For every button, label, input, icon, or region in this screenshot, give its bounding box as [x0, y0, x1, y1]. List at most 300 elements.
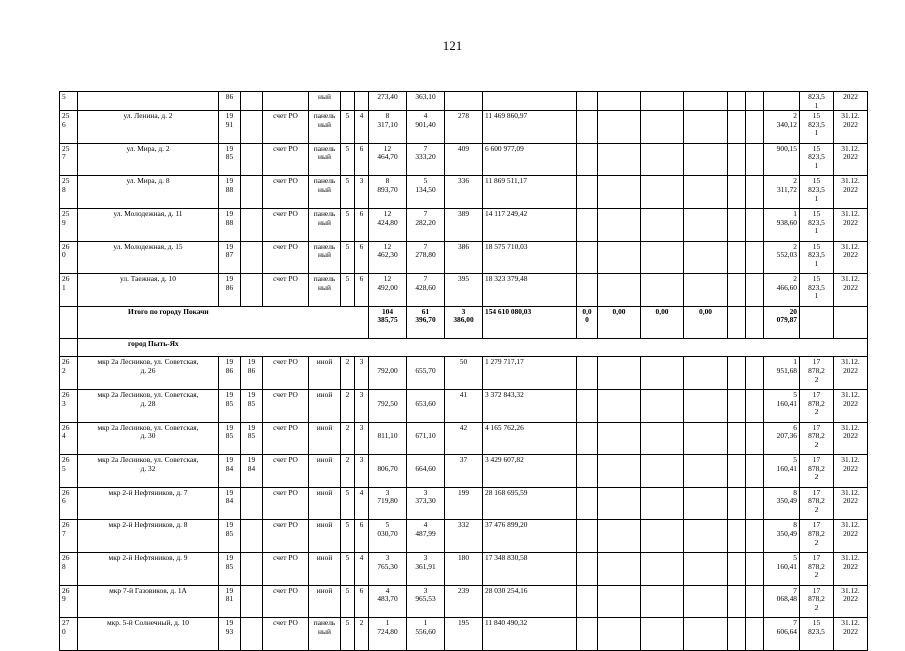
cell-cost_4: [684, 92, 728, 111]
cell-cost_2: [598, 274, 641, 307]
table-row: [60, 92, 868, 111]
cell-cost_6: [746, 552, 764, 585]
cell-entrances: 3: [355, 176, 369, 209]
cell-limit_cost: 15 823,5 1: [800, 111, 834, 144]
table-row: [60, 552, 868, 585]
cell-wall_material: иной: [309, 520, 341, 553]
cell-wall_material: панель ный: [309, 241, 341, 274]
cell-cost_3: [641, 422, 684, 455]
cell-cost_1: [577, 585, 598, 618]
total-cell-unit_cost: 20 079,87: [764, 306, 800, 339]
cell-cost_6: [746, 585, 764, 618]
cell-deadline: 31.12. 2022: [834, 176, 868, 209]
cell-entrances: [355, 92, 369, 111]
cell-living_area: 3 373,30: [407, 487, 445, 520]
cell-cost_6: [746, 357, 764, 390]
table-row: [60, 241, 868, 274]
cell-cost_4: [684, 143, 728, 176]
cell-cost_1: [577, 357, 598, 390]
cell-estimated_cost: 4 165 762,26: [483, 422, 577, 455]
cell-cost_4: [684, 455, 728, 488]
cell-num: 25 8: [60, 176, 78, 209]
cell-year_built: 19 86: [219, 274, 241, 307]
cell-limit_cost: 15 823,5 1: [800, 143, 834, 176]
cell-deadline: 31.12. 2022: [834, 357, 868, 390]
cell-floors: 5: [341, 274, 355, 307]
cell-entrances: 6: [355, 143, 369, 176]
cell-fund_type: [263, 92, 309, 111]
cell-entrances: 6: [355, 274, 369, 307]
cell-address: ул. Мира, д. 2: [78, 143, 219, 176]
cell-year_built: 19 91: [219, 111, 241, 144]
cell-limit_cost: 17 878,2 2: [800, 422, 834, 455]
cell-wall_material: иной: [309, 357, 341, 390]
cell-cost_2: [598, 389, 641, 422]
table-row: [60, 389, 868, 422]
cell-fund_type: счет РО: [263, 389, 309, 422]
cell-year_commissioned: [241, 274, 263, 307]
table-row: [60, 422, 868, 455]
cell-wall_material: иной: [309, 422, 341, 455]
cell-cost_3: [641, 520, 684, 553]
cell-estimated_cost: 28 168 695,59: [483, 487, 577, 520]
cell-year_commissioned: [241, 176, 263, 209]
cell-address: ул. Ленина, д. 2: [78, 111, 219, 144]
cell-estimated_cost: 18 323 379,48: [483, 274, 577, 307]
cell-floors: 5: [341, 143, 355, 176]
cell-cost_4: [684, 111, 728, 144]
cell-num: 26 3: [60, 389, 78, 422]
cell-cost_6: [746, 389, 764, 422]
cell-num: 5: [60, 92, 78, 111]
cell-entrances: 6: [355, 208, 369, 241]
cell-num: 26 7: [60, 520, 78, 553]
cell-estimated_cost: 6 600 977,09: [483, 143, 577, 176]
cell-residents: 332: [445, 520, 483, 553]
cell-cost_2: [598, 618, 641, 651]
cell-num: 26 8: [60, 552, 78, 585]
table-row: [60, 306, 868, 339]
cell-limit_cost: 15 823,5 1: [800, 176, 834, 209]
cell-cost_1: [577, 176, 598, 209]
cell-year_built: 19 81: [219, 585, 241, 618]
cell-estimated_cost: 37 476 899,20: [483, 520, 577, 553]
cell-residents: 41: [445, 389, 483, 422]
cell-cost_1: [577, 618, 598, 651]
cell-living_area: 4 487,99: [407, 520, 445, 553]
cell-unit_cost: 6 207,36: [764, 422, 800, 455]
cell-entrances: 3: [355, 389, 369, 422]
cell-year_commissioned: [241, 487, 263, 520]
cell-residents: 278: [445, 111, 483, 144]
cell-total_area: 4 483,70: [369, 585, 407, 618]
cell-address: ул. Молодежная, д. 11: [78, 208, 219, 241]
cell-limit_cost: 17 878,2 2: [800, 552, 834, 585]
total-cell-limit_cost: [800, 306, 834, 339]
total-cell-estimated_cost: 154 610 080,03: [483, 306, 577, 339]
cell-total_area: 806,70: [369, 455, 407, 488]
cell-deadline: 31.12. 2022: [834, 585, 868, 618]
cell-entrances: 4: [355, 487, 369, 520]
cell-living_area: 3 361,91: [407, 552, 445, 585]
cell-deadline: 2022: [834, 92, 868, 111]
cell-cost_4: [684, 520, 728, 553]
cell-fund_type: счет РО: [263, 585, 309, 618]
cell-cost_2: [598, 455, 641, 488]
cell-cost_6: [746, 92, 764, 111]
cell-living_area: 671,10: [407, 422, 445, 455]
cell-cost_1: [577, 487, 598, 520]
cell-estimated_cost: 1 279 717,17: [483, 357, 577, 390]
cell-year_commissioned: [241, 552, 263, 585]
cell-year_built: 19 85: [219, 389, 241, 422]
cell-cost_3: [641, 389, 684, 422]
cell-cost_1: [577, 389, 598, 422]
cell-living_area: 655,70: [407, 357, 445, 390]
cell-cost_6: [746, 487, 764, 520]
cell-residents: 389: [445, 208, 483, 241]
cell-cost_4: [684, 487, 728, 520]
cell-unit_cost: 7 068,48: [764, 585, 800, 618]
cell-limit_cost: 823,5 1: [800, 92, 834, 111]
cell-cost_5: [728, 389, 746, 422]
cell-fund_type: счет РО: [263, 520, 309, 553]
cell-wall_material: ный: [309, 92, 341, 111]
cell-cost_2: [598, 111, 641, 144]
cell-year_commissioned: 19 84: [241, 455, 263, 488]
cell-estimated_cost: 18 575 710,03: [483, 241, 577, 274]
cell-fund_type: счет РО: [263, 357, 309, 390]
cell-wall_material: панель ный: [309, 208, 341, 241]
cell-cost_3: [641, 111, 684, 144]
cell-year_built: 19 88: [219, 208, 241, 241]
total-cell-cost_6: [746, 306, 764, 339]
cell-num: 26 6: [60, 487, 78, 520]
cell-living_area: 4 901,40: [407, 111, 445, 144]
cell-living_area: 3 965,53: [407, 585, 445, 618]
cell-deadline: 31.12. 2022: [834, 552, 868, 585]
cell-total_area: 1 724,80: [369, 618, 407, 651]
cell-cost_4: [684, 618, 728, 651]
cell-cost_4: [684, 422, 728, 455]
cell-residents: 395: [445, 274, 483, 307]
cell-wall_material: иной: [309, 389, 341, 422]
cell-deadline: 31.12. 2022: [834, 208, 868, 241]
cell-limit_cost: 15 823,5 1: [800, 274, 834, 307]
table-row: [60, 520, 868, 553]
table-row: [60, 208, 868, 241]
cell-num: 26 5: [60, 455, 78, 488]
cell-year_commissioned: 19 85: [241, 389, 263, 422]
total-cell-cost_2: 0,00: [598, 306, 641, 339]
cell-total_area: 12 424,80: [369, 208, 407, 241]
cell-cost_2: [598, 176, 641, 209]
cell-cost_5: [728, 274, 746, 307]
cell-cost_3: [641, 208, 684, 241]
cell-deadline: 31.12. 2022: [834, 487, 868, 520]
cell-living_area: 7 333,20: [407, 143, 445, 176]
cell-fund_type: счет РО: [263, 455, 309, 488]
cell-total_area: 12 464,70: [369, 143, 407, 176]
cell-floors: 5: [341, 208, 355, 241]
cell-cost_3: [641, 176, 684, 209]
cell-wall_material: панель ный: [309, 111, 341, 144]
cell-cost_2: [598, 422, 641, 455]
cell-wall_material: панель ный: [309, 143, 341, 176]
page-number: 121: [442, 38, 463, 53]
cell-residents: [445, 92, 483, 111]
cell-residents: 409: [445, 143, 483, 176]
cell-year_built: 19 88: [219, 176, 241, 209]
cell-num: 27 0: [60, 618, 78, 651]
total-cell-cost_1: 0,0 0: [577, 306, 598, 339]
cell-num: 26 0: [60, 241, 78, 274]
cell-floors: [341, 92, 355, 111]
cell-floors: 5: [341, 241, 355, 274]
cell-cost_2: [598, 208, 641, 241]
cell-wall_material: иной: [309, 552, 341, 585]
cell-cost_4: [684, 241, 728, 274]
cell-cost_6: [746, 422, 764, 455]
cell-limit_cost: 17 878,2 2: [800, 520, 834, 553]
cell-cost_6: [746, 455, 764, 488]
cell-year_built: 19 87: [219, 241, 241, 274]
cell-cost_6: [746, 143, 764, 176]
cell-year_commissioned: [241, 241, 263, 274]
cell-cost_1: [577, 274, 598, 307]
cell-cost_1: [577, 111, 598, 144]
section-heading: город Пыть-Ях: [78, 339, 868, 357]
cell-residents: 336: [445, 176, 483, 209]
cell-address: мкр 2а Лесников, ул. Советская, д. 26: [78, 357, 219, 390]
cell-total_area: 273,40: [369, 92, 407, 111]
cell-entrances: 6: [355, 585, 369, 618]
cell-limit_cost: 15 823,5: [800, 618, 834, 651]
cell-cost_3: [641, 618, 684, 651]
cell-unit_cost: 2 340,12: [764, 111, 800, 144]
cell-wall_material: панель ный: [309, 274, 341, 307]
table-row: [60, 111, 868, 144]
cell-cost_3: [641, 455, 684, 488]
cell-entrances: 4: [355, 552, 369, 585]
cell-deadline: 31.12. 2022: [834, 241, 868, 274]
cell-address: мкр 2а Лесников, ул. Советская, д. 30: [78, 422, 219, 455]
cell-fund_type: счет РО: [263, 111, 309, 144]
cell-floors: 2: [341, 422, 355, 455]
cell-floors: 2: [341, 455, 355, 488]
cell-num: 26 4: [60, 422, 78, 455]
cell-num: 25 6: [60, 111, 78, 144]
cell-limit_cost: 15 823,5 1: [800, 241, 834, 274]
cell-deadline: 31.12. 2022: [834, 143, 868, 176]
cell-cost_1: [577, 208, 598, 241]
cell-entrances: 6: [355, 241, 369, 274]
total-cell-cost_4: 0,00: [684, 306, 728, 339]
total-label: Итого по городу Покачи: [78, 306, 369, 339]
cell-deadline: 31.12. 2022: [834, 520, 868, 553]
cell-limit_cost: 17 878,2 2: [800, 455, 834, 488]
cell-cost_3: [641, 585, 684, 618]
cell-cost_4: [684, 585, 728, 618]
cell-cost_4: [684, 176, 728, 209]
cell-residents: 37: [445, 455, 483, 488]
cell-cost_1: [577, 520, 598, 553]
housing-register-table: [59, 91, 868, 651]
cell-estimated_cost: 14 117 249,42: [483, 208, 577, 241]
total-cell-cost_3: 0,00: [641, 306, 684, 339]
cell-year_commissioned: [241, 111, 263, 144]
cell-year_built: 19 84: [219, 487, 241, 520]
cell-entrances: 3: [355, 455, 369, 488]
cell-year_built: 19 86: [219, 357, 241, 390]
cell-cost_3: [641, 274, 684, 307]
cell-residents: 239: [445, 585, 483, 618]
cell-num: [60, 306, 78, 339]
cell-cost_2: [598, 92, 641, 111]
table-row: [60, 487, 868, 520]
cell-floors: 5: [341, 520, 355, 553]
cell-num: 26 9: [60, 585, 78, 618]
cell-cost_2: [598, 520, 641, 553]
table-row: [60, 176, 868, 209]
cell-cost_3: [641, 143, 684, 176]
cell-address: [78, 92, 219, 111]
cell-cost_3: [641, 487, 684, 520]
cell-cost_4: [684, 357, 728, 390]
cell-wall_material: иной: [309, 455, 341, 488]
cell-deadline: 31.12. 2022: [834, 422, 868, 455]
cell-cost_3: [641, 241, 684, 274]
cell-total_area: 5 030,70: [369, 520, 407, 553]
cell-fund_type: счет РО: [263, 618, 309, 651]
cell-cost_5: [728, 552, 746, 585]
cell-limit_cost: 17 878,2 2: [800, 389, 834, 422]
cell-unit_cost: 5 160,41: [764, 552, 800, 585]
cell-cost_2: [598, 241, 641, 274]
cell-year_built: 19 85: [219, 552, 241, 585]
cell-living_area: 5 134,50: [407, 176, 445, 209]
table-row: [60, 143, 868, 176]
cell-num: 25 7: [60, 143, 78, 176]
cell-year_commissioned: [241, 143, 263, 176]
cell-cost_4: [684, 552, 728, 585]
cell-floors: 5: [341, 487, 355, 520]
cell-cost_3: [641, 357, 684, 390]
cell-cost_5: [728, 422, 746, 455]
cell-cost_2: [598, 552, 641, 585]
cell-deadline: 31.12. 2022: [834, 455, 868, 488]
cell-cost_6: [746, 618, 764, 651]
cell-unit_cost: 8 350,49: [764, 520, 800, 553]
cell-year_commissioned: [241, 520, 263, 553]
cell-cost_2: [598, 585, 641, 618]
total-cell-cost_5: [728, 306, 746, 339]
table-row: [60, 339, 868, 357]
cell-wall_material: панель ный: [309, 176, 341, 209]
cell-total_area: 792,00: [369, 357, 407, 390]
cell-fund_type: счет РО: [263, 176, 309, 209]
cell-entrances: 2: [355, 618, 369, 651]
cell-residents: 50: [445, 357, 483, 390]
cell-floors: 5: [341, 585, 355, 618]
cell-total_area: 12 462,30: [369, 241, 407, 274]
cell-floors: 2: [341, 389, 355, 422]
cell-cost_1: [577, 422, 598, 455]
cell-cost_6: [746, 241, 764, 274]
cell-cost_5: [728, 241, 746, 274]
cell-fund_type: счет РО: [263, 143, 309, 176]
cell-unit_cost: 8 350,49: [764, 487, 800, 520]
cell-cost_1: [577, 455, 598, 488]
cell-floors: 5: [341, 618, 355, 651]
cell-cost_1: [577, 143, 598, 176]
cell-residents: 180: [445, 552, 483, 585]
table-row: [60, 274, 868, 307]
cell-cost_6: [746, 111, 764, 144]
cell-year_built: 19 85: [219, 520, 241, 553]
cell-address: мкр 2а Лесников, ул. Советская, д. 32: [78, 455, 219, 488]
cell-cost_2: [598, 357, 641, 390]
cell-unit_cost: 1 951,68: [764, 357, 800, 390]
cell-cost_3: [641, 552, 684, 585]
cell-cost_2: [598, 487, 641, 520]
total-cell-total_area: 104 385,75: [369, 306, 407, 339]
cell-cost_4: [684, 274, 728, 307]
cell-address: ул. Мира, д. 8: [78, 176, 219, 209]
cell-living_area: 7 428,60: [407, 274, 445, 307]
cell-estimated_cost: 3 429 607,82: [483, 455, 577, 488]
total-cell-deadline: [834, 306, 868, 339]
cell-cost_5: [728, 92, 746, 111]
cell-num: 25 9: [60, 208, 78, 241]
cell-cost_1: [577, 552, 598, 585]
cell-floors: 5: [341, 176, 355, 209]
cell-cost_6: [746, 520, 764, 553]
cell-cost_5: [728, 585, 746, 618]
cell-address: ул. Таежная, д. 10: [78, 274, 219, 307]
cell-total_area: 8 893,70: [369, 176, 407, 209]
cell-address: мкр 2-й Нефтяников, д. 7: [78, 487, 219, 520]
cell-total_area: 3 765,30: [369, 552, 407, 585]
total-cell-living_area: 61 396,70: [407, 306, 445, 339]
cell-total_area: 811,10: [369, 422, 407, 455]
cell-cost_1: [577, 241, 598, 274]
cell-living_area: 653,60: [407, 389, 445, 422]
cell-cost_5: [728, 357, 746, 390]
cell-estimated_cost: 11 840 490,32: [483, 618, 577, 651]
cell-fund_type: счет РО: [263, 422, 309, 455]
cell-deadline: 31.12. 2022: [834, 618, 868, 651]
cell-deadline: 31.12. 2022: [834, 111, 868, 144]
cell-num: 26 2: [60, 357, 78, 390]
cell-address: мкр 2-й Нефтяников, д. 8: [78, 520, 219, 553]
cell-entrances: 6: [355, 520, 369, 553]
cell-unit_cost: 7 606,64: [764, 618, 800, 651]
cell-wall_material: панель ный: [309, 618, 341, 651]
cell-cost_5: [728, 487, 746, 520]
cell-cost_1: [577, 92, 598, 111]
cell-cost_5: [728, 618, 746, 651]
cell-wall_material: иной: [309, 585, 341, 618]
cell-estimated_cost: [483, 92, 577, 111]
cell-fund_type: счет РО: [263, 241, 309, 274]
cell-cost_5: [728, 143, 746, 176]
cell-residents: 195: [445, 618, 483, 651]
total-cell-residents: 3 386,00: [445, 306, 483, 339]
cell-address: мкр. 5-й Солнечный, д. 10: [78, 618, 219, 651]
cell-year_commissioned: [241, 618, 263, 651]
cell-living_area: 1 556,60: [407, 618, 445, 651]
